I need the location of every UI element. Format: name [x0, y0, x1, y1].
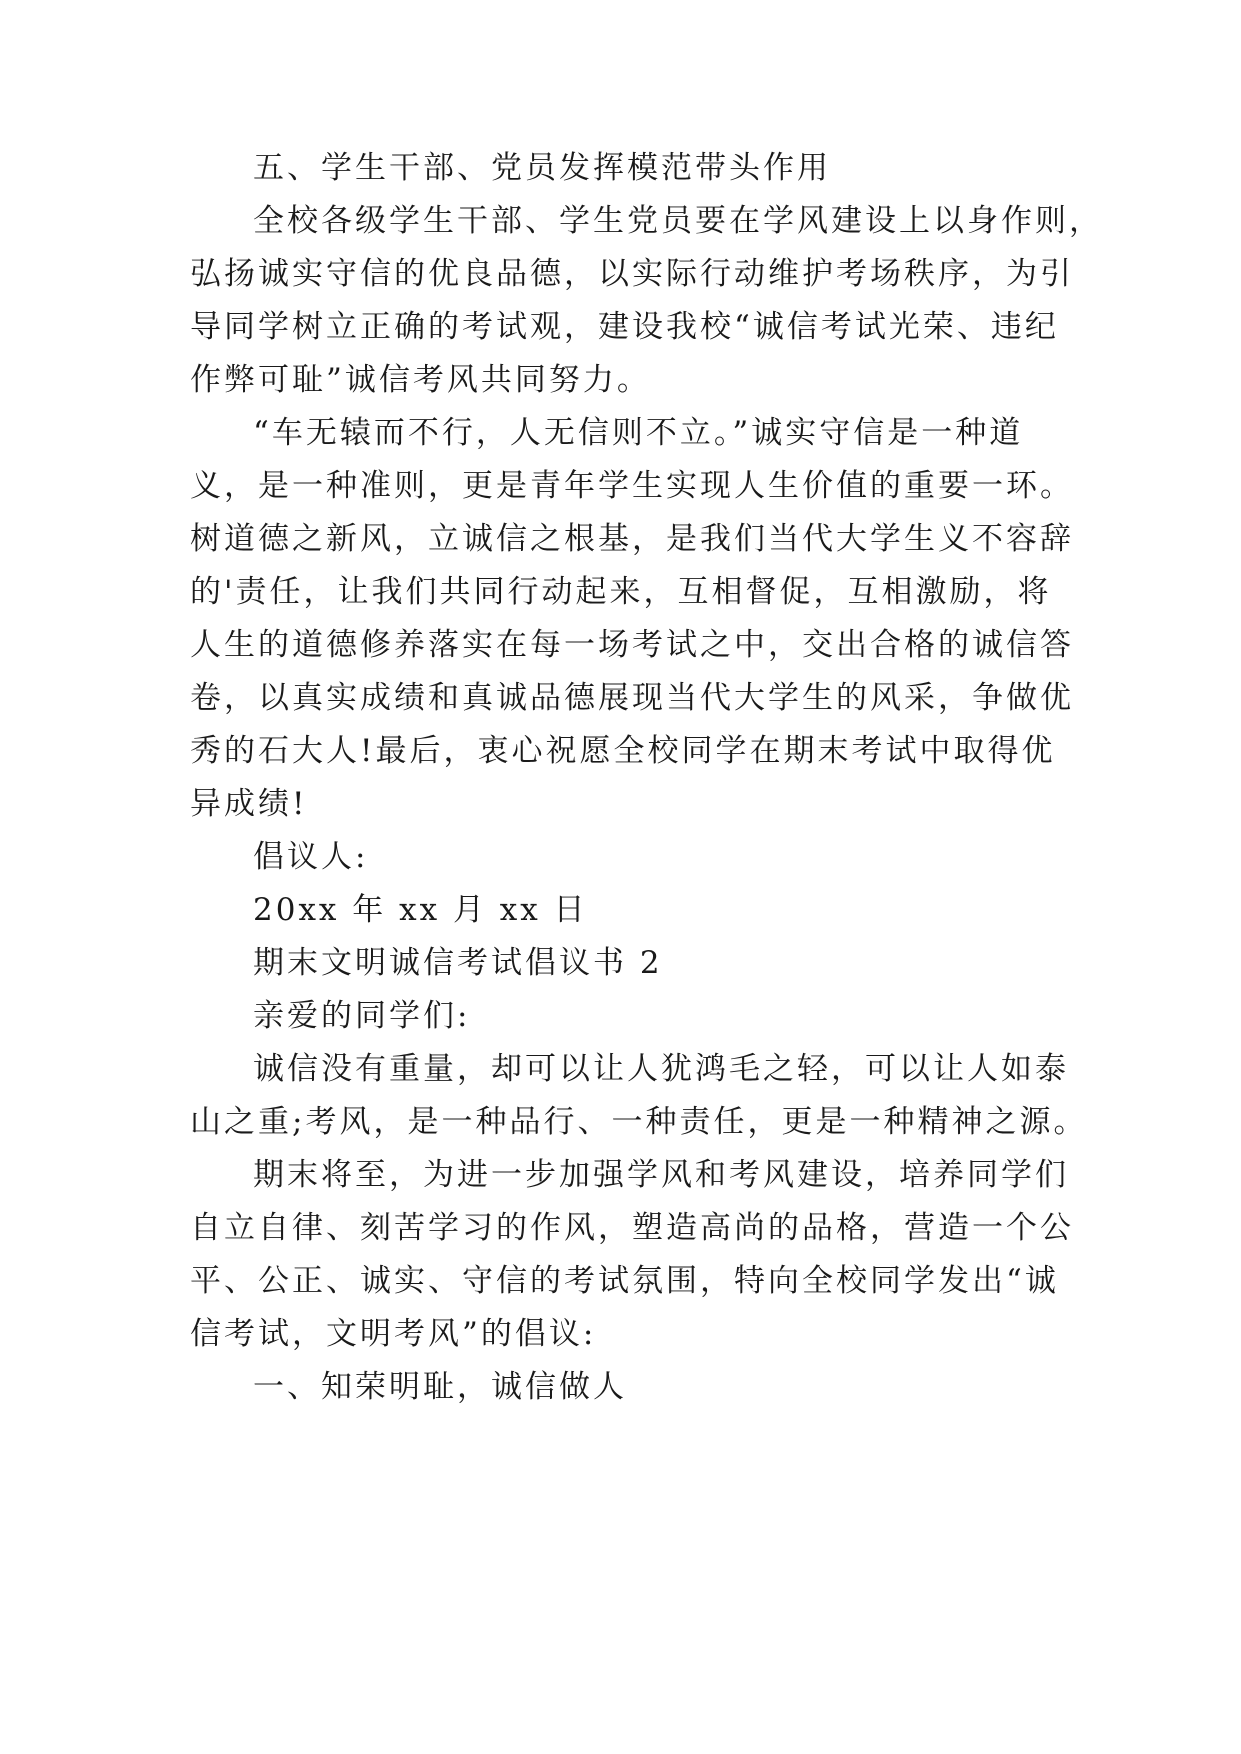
paragraph-line: 自立自律、刻苦学习的作风，塑造高尚的品格，营造一个公 — [190, 1210, 1074, 1246]
section-heading: 一、知荣明耻，诚信做人 — [253, 1369, 627, 1405]
paragraph-line: 期末将至，为进一步加强学风和考风建设，培养同学们 — [253, 1157, 1069, 1193]
paragraph-line: 树道德之新风，立诚信之根基，是我们当代大学生义不容辞 — [190, 521, 1074, 557]
paragraph-line: 诚信没有重量，却可以让人犹鸿毛之轻，可以让人如泰 — [253, 1051, 1069, 1087]
paragraph-line: 义，是一种准则，更是青年学生实现人生价值的重要一环。 — [190, 468, 1074, 504]
paragraph-line: 人生的道德修养落实在每一场考试之中，交出合格的诚信答 — [190, 627, 1074, 663]
signatory-label: 倡议人: — [253, 839, 369, 875]
paragraph-line: 秀的石大人!最后，衷心祝愿全校同学在期末考试中取得优 — [190, 733, 1056, 769]
date-line: 20xx 年 xx 月 xx 日 — [253, 892, 588, 928]
paragraph-line: 作弊可耻”诚信考风共同努力。 — [190, 362, 651, 398]
paragraph-line: 全校各级学生干部、学生党员要在学风建设上以身作则， — [253, 203, 1103, 239]
paragraph-line: 平、公正、诚实、守信的考试氛围，特向全校同学发出“诚 — [190, 1263, 1059, 1299]
paragraph-line: 山之重;考风，是一种品行、一种责任，更是一种精神之源。 — [190, 1104, 1088, 1140]
paragraph-line: 的'责任，让我们共同行动起来，互相督促，互相激励，将 — [190, 574, 1052, 610]
section-heading: 五、学生干部、党员发挥模范带头作用 — [253, 150, 831, 186]
paragraph-line: 异成绩! — [190, 786, 308, 822]
paragraph-line: 导同学树立正确的考试观，建设我校“诚信考试光荣、违纪 — [190, 309, 1059, 345]
document-title: 期末文明诚信考试倡议书 2 — [253, 945, 663, 981]
paragraph-line: 信考试，文明考风”的倡议: — [190, 1316, 597, 1352]
salutation: 亲爱的同学们: — [253, 998, 471, 1034]
paragraph-line: 弘扬诚实守信的优良品德，以实际行动维护考场秩序，为引 — [190, 256, 1074, 292]
paragraph-line: 卷，以真实成绩和真诚品德展现当代大学生的风采，争做优 — [190, 680, 1074, 716]
paragraph-line: “车无辕而不行，人无信则不立。”诚实守信是一种道 — [253, 415, 1024, 451]
